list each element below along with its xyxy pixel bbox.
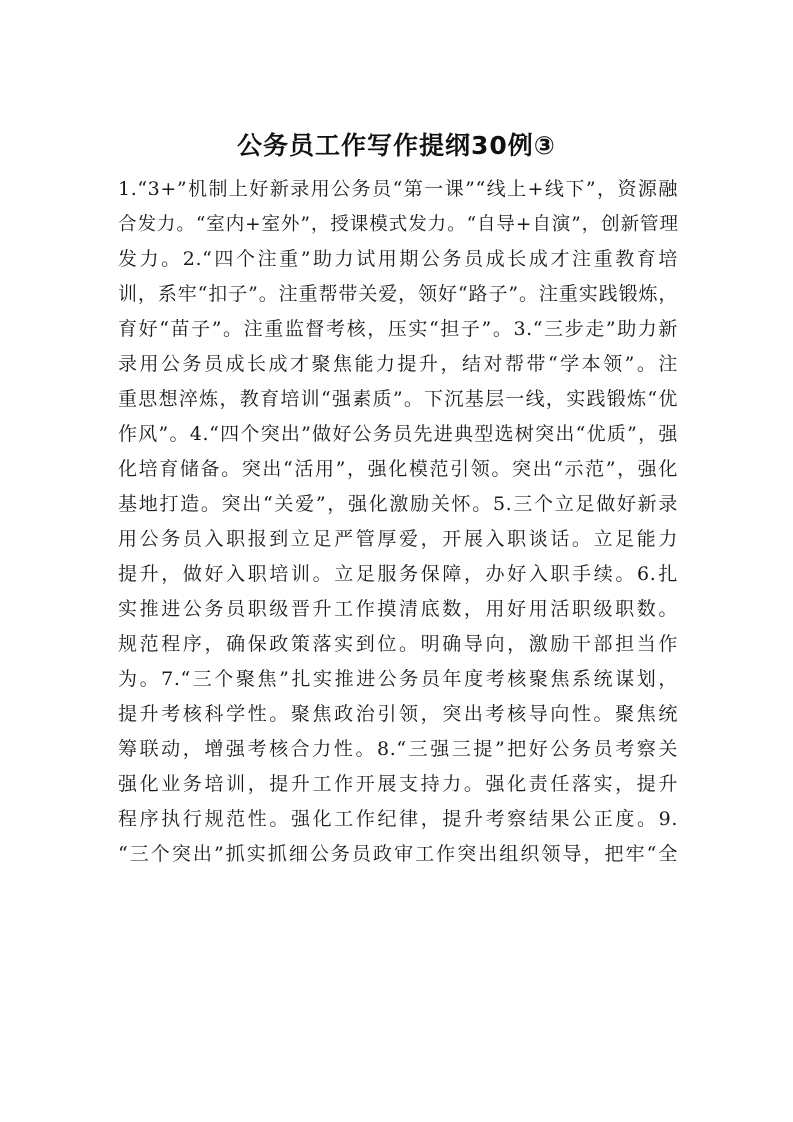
body-line: 强化业务培训，提升工作开展支持力。强化责任落实，提升 — [118, 773, 678, 795]
body-line: 基地打造。突出“关爱”，强化激励关怀。5.三个立足做好新录 — [118, 493, 678, 515]
body-line: “三个突出”抓实抓细公务员政审工作突出组织领导，把牢“全 — [118, 843, 678, 865]
body-line: 合发力。“室内+室外”，授课模式发力。“自导+自演”，创新管理 — [118, 214, 678, 235]
body-line: 发力。2.“四个注重”助力试用期公务员成长成才注重教育培 — [118, 248, 678, 270]
body-line: 化培育储备。突出“活用”，强化模范引领。突出“示范”，强化 — [118, 458, 678, 480]
body-line: 重思想淬炼，教育培训“强素质”。下沉基层一线，实践锻炼“优 — [118, 388, 678, 410]
body-line: 用公务员入职报到立足严管厚爱，开展入职谈话。立足能力 — [118, 528, 678, 550]
document-body — [118, 172, 678, 872]
body-line: 作风”。4.“四个突出”做好公务员先进典型选树突出“优质”，强 — [118, 423, 678, 445]
body-line: 提升考核科学性。聚焦政治引领，突出考核导向性。聚焦统 — [118, 703, 678, 725]
body-line: 1.“3+”机制上好新录用公务员“第一课”“线上+线下”，资源融 — [118, 178, 678, 200]
body-line: 实推进公务员职级晋升工作摸清底数，用好用活职级职数。 — [118, 598, 678, 620]
body-line: 育好“苗子”。注重监督考核，压实“担子”。3.“三步走”助力新 — [118, 318, 678, 340]
document-title: 公务员工作写作提纲30例③ — [237, 131, 556, 160]
body-line: 规范程序，确保政策落实到位。明确导向，激励干部担当作 — [118, 633, 678, 655]
body-line: 提升，做好入职培训。立足服务保障，办好入职手续。6.扎 — [118, 563, 678, 585]
body-line: 筹联动，增强考核合力性。8.“三强三提”把好公务员考察关 — [118, 738, 678, 760]
body-line: 为。7.“三个聚焦”扎实推进公务员年度考核聚焦系统谋划， — [118, 668, 678, 690]
body-line: 程序执行规范性。强化工作纪律，提升考察结果公正度。9. — [118, 808, 678, 830]
body-line: 录用公务员成长成才聚焦能力提升，结对帮带“学本领”。注 — [118, 353, 678, 375]
body-line: 训，系牢“扣子”。注重帮带关爱，领好“路子”。注重实践锻炼， — [118, 283, 678, 305]
